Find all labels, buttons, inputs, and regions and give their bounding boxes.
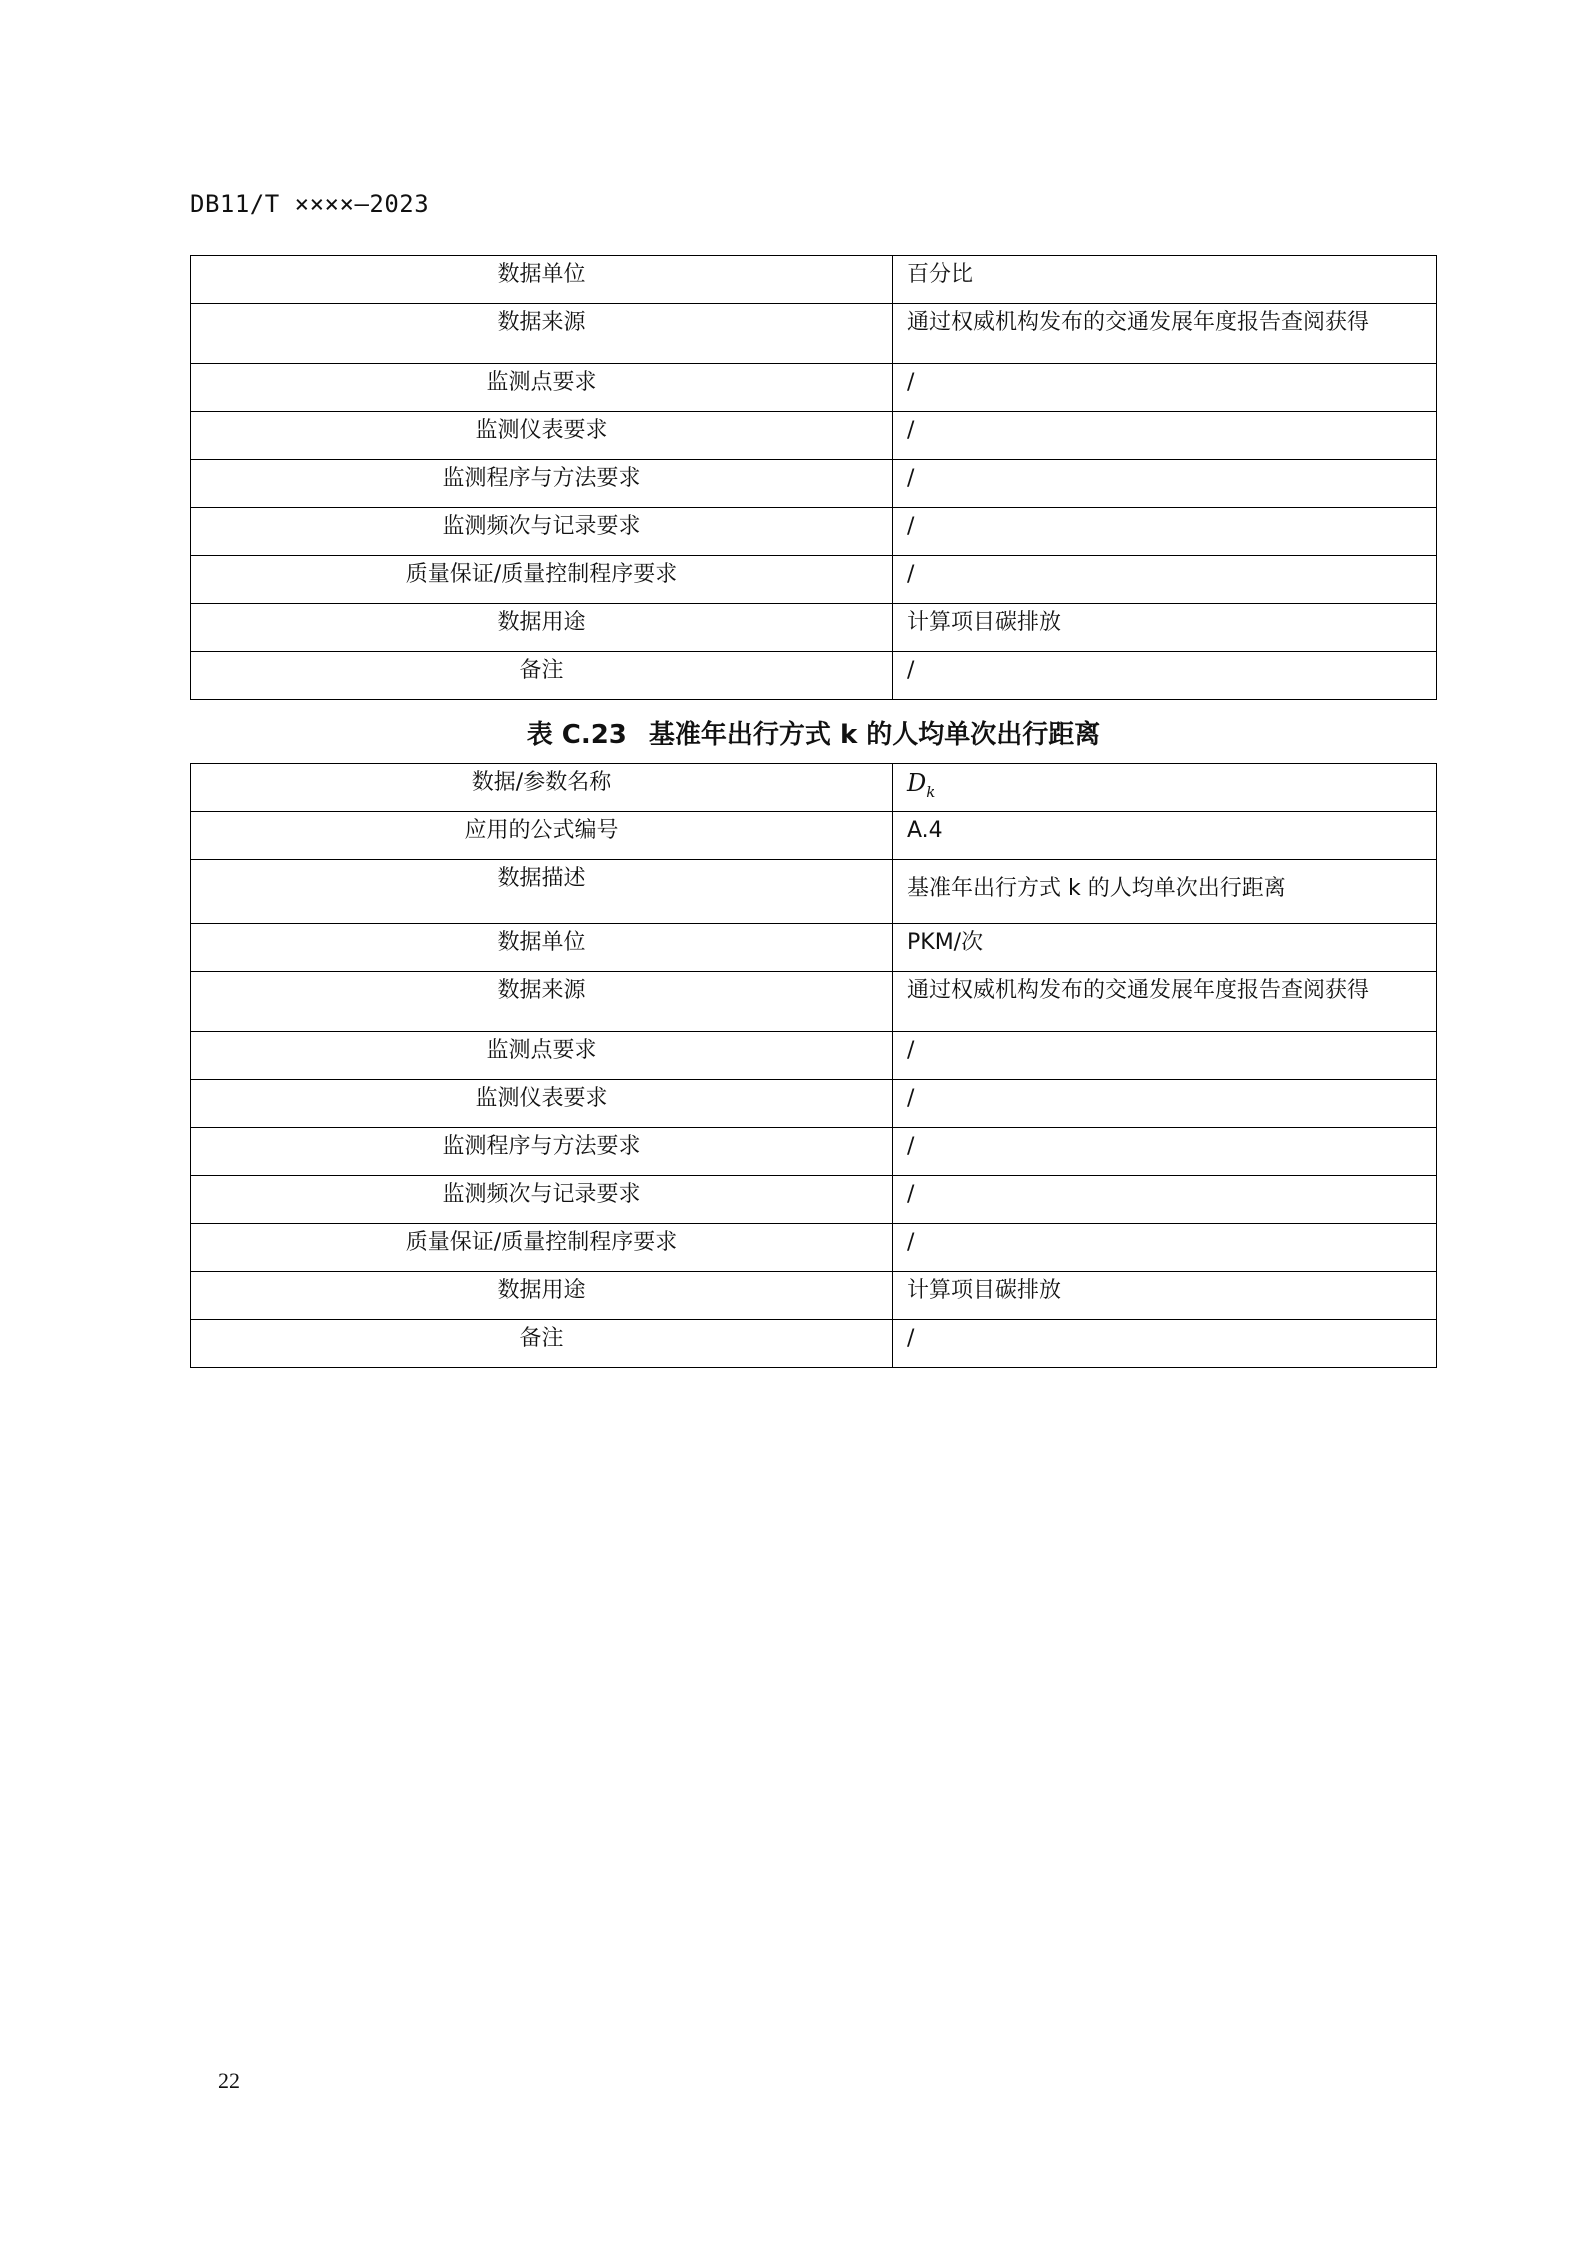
table-title: 基准年出行方式 k 的人均单次出行距离 xyxy=(648,720,1101,750)
row-key: 监测仪表要求 xyxy=(191,412,893,460)
table-row xyxy=(191,1272,1437,1320)
row-key: 数据来源 xyxy=(191,972,893,1032)
row-value: 基准年出行方式 k 的人均单次出行距离 xyxy=(893,860,1437,924)
row-key: 应用的公式编号 xyxy=(191,812,893,860)
table-row xyxy=(191,652,1437,700)
row-key: 备注 xyxy=(191,1320,893,1368)
table-row xyxy=(191,304,1437,364)
row-key: 监测仪表要求 xyxy=(191,1080,893,1128)
table-row xyxy=(191,812,1437,860)
row-value: / xyxy=(893,1080,1437,1128)
row-value: 通过权威机构发布的交通发展年度报告查阅获得 xyxy=(893,304,1437,364)
row-value: / xyxy=(893,1032,1437,1080)
table-caption xyxy=(190,714,1437,751)
table-row xyxy=(191,604,1437,652)
row-key: 数据描述 xyxy=(191,860,893,924)
document-id-header: DB11/T ××××—2023 xyxy=(190,190,430,218)
table-row xyxy=(191,1080,1437,1128)
symbol-main: D xyxy=(907,769,927,797)
row-key: 质量保证/质量控制程序要求 xyxy=(191,1224,893,1272)
row-value: / xyxy=(893,652,1437,700)
table-row xyxy=(191,256,1437,304)
row-value: 百分比 xyxy=(893,256,1437,304)
row-value: / xyxy=(893,1176,1437,1224)
row-key: 备注 xyxy=(191,652,893,700)
row-key: 质量保证/质量控制程序要求 xyxy=(191,556,893,604)
row-key: 数据用途 xyxy=(191,604,893,652)
table-row xyxy=(191,764,1437,812)
row-value: A.4 xyxy=(893,812,1437,860)
row-key: 数据单位 xyxy=(191,256,893,304)
table-row xyxy=(191,1320,1437,1368)
table-row xyxy=(191,924,1437,972)
row-key: 监测频次与记录要求 xyxy=(191,508,893,556)
parameter-table-continued xyxy=(190,255,1437,700)
row-value: / xyxy=(893,1320,1437,1368)
row-key: 数据单位 xyxy=(191,924,893,972)
row-value: / xyxy=(893,1224,1437,1272)
table-row xyxy=(191,860,1437,924)
table-row xyxy=(191,1176,1437,1224)
row-value: / xyxy=(893,556,1437,604)
table-row xyxy=(191,972,1437,1032)
table-row xyxy=(191,412,1437,460)
row-value: / xyxy=(893,364,1437,412)
table-row xyxy=(191,364,1437,412)
row-key: 监测程序与方法要求 xyxy=(191,460,893,508)
row-key: 数据来源 xyxy=(191,304,893,364)
row-key: 监测点要求 xyxy=(191,1032,893,1080)
row-key: 监测点要求 xyxy=(191,364,893,412)
table-number: 表 C.23 xyxy=(526,720,627,750)
row-value: / xyxy=(893,460,1437,508)
row-value: 计算项目碳排放 xyxy=(893,604,1437,652)
table-row xyxy=(191,1032,1437,1080)
table-row xyxy=(191,508,1437,556)
table-row xyxy=(191,1224,1437,1272)
row-key: 监测程序与方法要求 xyxy=(191,1128,893,1176)
parameter-table xyxy=(190,763,1437,1368)
row-value: 通过权威机构发布的交通发展年度报告查阅获得 xyxy=(893,972,1437,1032)
row-value xyxy=(893,764,1437,812)
parameter-symbol xyxy=(907,769,936,801)
row-value: PKM/次 xyxy=(893,924,1437,972)
table-row xyxy=(191,556,1437,604)
row-value: / xyxy=(893,412,1437,460)
row-key: 监测频次与记录要求 xyxy=(191,1176,893,1224)
row-value: / xyxy=(893,508,1437,556)
table-row xyxy=(191,1128,1437,1176)
page-number: 22 xyxy=(218,2068,240,2093)
symbol-subscript: k xyxy=(926,782,936,801)
row-key: 数据用途 xyxy=(191,1272,893,1320)
row-key: 数据/参数名称 xyxy=(191,764,893,812)
row-value: / xyxy=(893,1128,1437,1176)
table-row xyxy=(191,460,1437,508)
row-value: 计算项目碳排放 xyxy=(893,1272,1437,1320)
